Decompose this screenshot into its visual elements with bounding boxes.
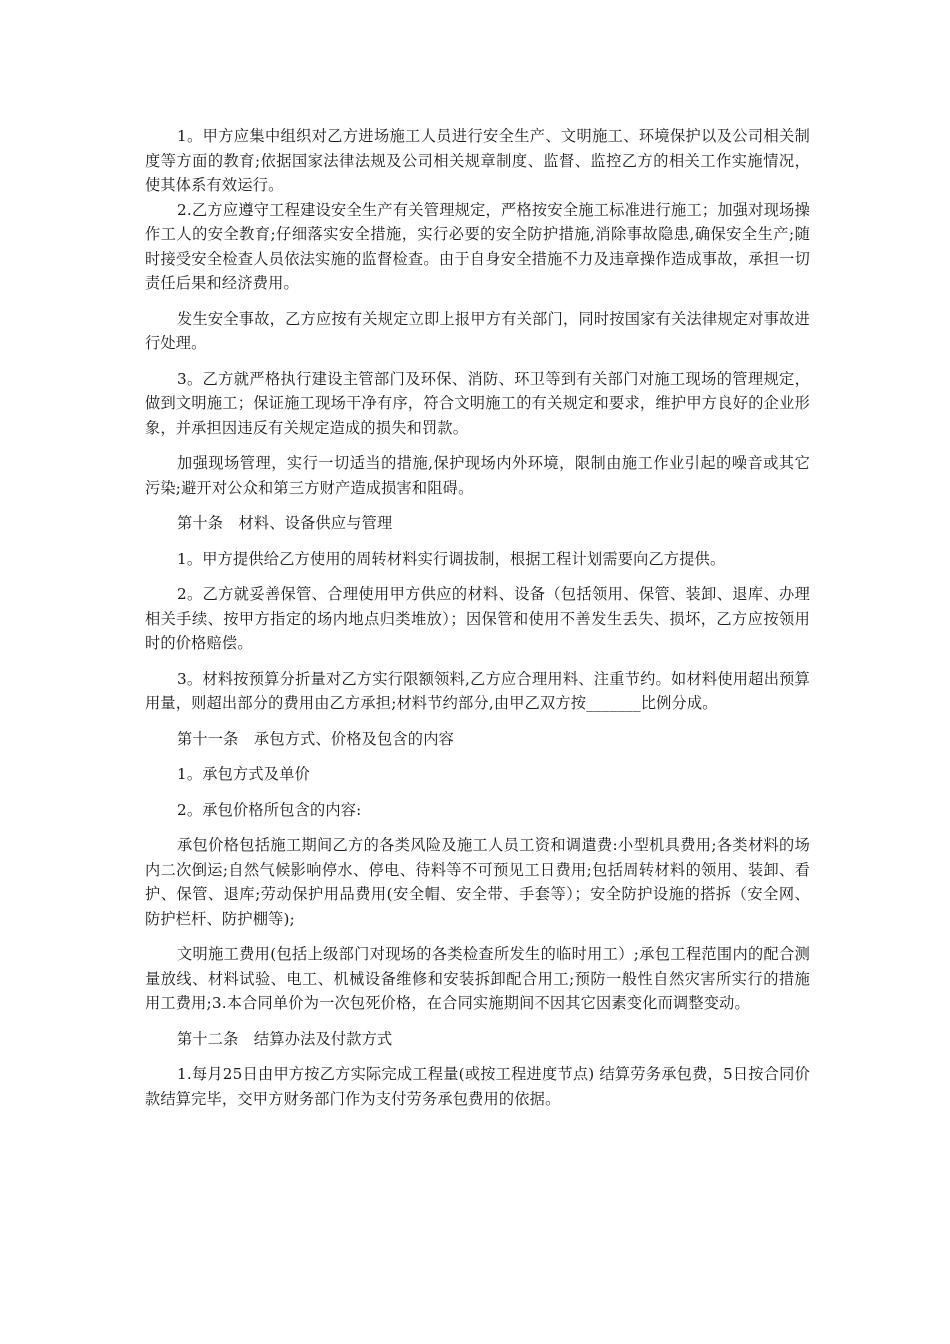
paragraph-material-quota: 3。材料按预算分折量对乙方实行限额领料,乙方应合理用料、注重节约。如材料使用超出预算用量，则超出部分的费用由乙方承担;材料节约部分,由甲乙双方按_______比例分成。 — [145, 669, 810, 712]
paragraph-civilized-costs: 文明施工费用(包括上级部门对现场的各类检查所发生的临时用工）;承包工程范围内的配合测量放线、材料试验、电工、机械设备维修和安装拆卸配合用工;预防一般性自然灾害所实行的措施用工费用;3.本合同单价为一次包死价格，在合同实施期间不因其它因素变化而调整变动。 — [145, 945, 810, 1012]
paragraph-monthly-settlement: 1.每月25日由甲方按乙方实际完成工程量(或按工程进度节点) 结算劳务承包费，5日按合同价款结算完毕，交甲方财务部门作为支付劳务承包费用的依据。 — [145, 1065, 810, 1108]
paragraph-price-contents: 2。承包价格所包含的内容: — [177, 800, 362, 819]
article-10-heading: 第十条 材料、设备供应与管理 — [177, 514, 393, 532]
paragraph-safety-regulations: 2.乙方应遵守工程建设安全生产有关管理规定，严格按安全施工标准进行施工；加强对现场操作工人的安全教育;仔细落实安全措施，实行必要的安全防护措施,消除事故隐患,确保安全生产;随时接受安全检查人员依法实施的监督检查。由于自身安全措施不力及违章操作造成事故，承担一切责任后果和经济费用。 — [145, 200, 810, 292]
paragraph-material-custody: 2。乙方就妥善保管、合理使用甲方供应的材料、设备（包括领用、保管、装卸、退库、办理相关手续、按甲方指定的场内地点归类堆放）；因保管和使用不善发生丢失、损坏，乙方应按领用时的价格赔偿。 — [145, 585, 810, 652]
paragraph-price-includes: 承包价格包括施工期间乙方的各类风险及施工人员工资和调遣费:小型机具费用;各类材料的场内二次倒运;自然气候影响停水、停电、待料等不可预见工日费用;包括周转材料的领用、装卸、看护、保管、退库;劳动保护用品费用(安全帽、安全带、手套等）；安全防护设施的搭拆（安全网、防护栏杆、防护棚等); — [145, 836, 810, 928]
paragraph-material-allocation: 1。甲方提供给乙方使用的周转材料实行调拔制，根据工程计划需要向乙方提供。 — [177, 549, 726, 568]
paragraph-civilized-construction: 3。乙方就严格执行建设主管部门及环保、消防、环卫等到有关部门对施工现场的管理规定，做到文明施工；保证施工现场干净有序，符合文明施工的有关规定和要求，维护甲方良好的企业形象，并承担因违反有关规定造成的损失和罚款。 — [145, 369, 810, 437]
paragraph-safety-education: 1。甲方应集中组织对乙方进场施工人员进行安全生产、文明施工、环境保护以及公司相关制度等方面的教育;依据国家法律法规及公司相关规章制度、监督、监控乙方的相关工作实施情况，使其体系有效运行。 — [145, 127, 810, 194]
document-body — [145, 124, 810, 1122]
article-12-heading: 第十二条 结算办法及付款方式 — [177, 1029, 393, 1048]
paragraph-contract-method: 1。承包方式及单价 — [177, 765, 310, 783]
paragraph-accident-report: 发生安全事故，乙方应按有关规定立即上报甲方有关部门，同时按国家有关法律规定对事故进行处理。 — [145, 309, 810, 352]
article-11-heading: 第十一条 承包方式、价格及包含的内容 — [177, 729, 454, 748]
paragraph-site-management: 加强现场管理，实行一切适当的措施,保护现场内外环境，限制由施工作业引起的噪音或其它污染;避开对公众和第三方财产造成损害和阻碍。 — [145, 454, 810, 497]
